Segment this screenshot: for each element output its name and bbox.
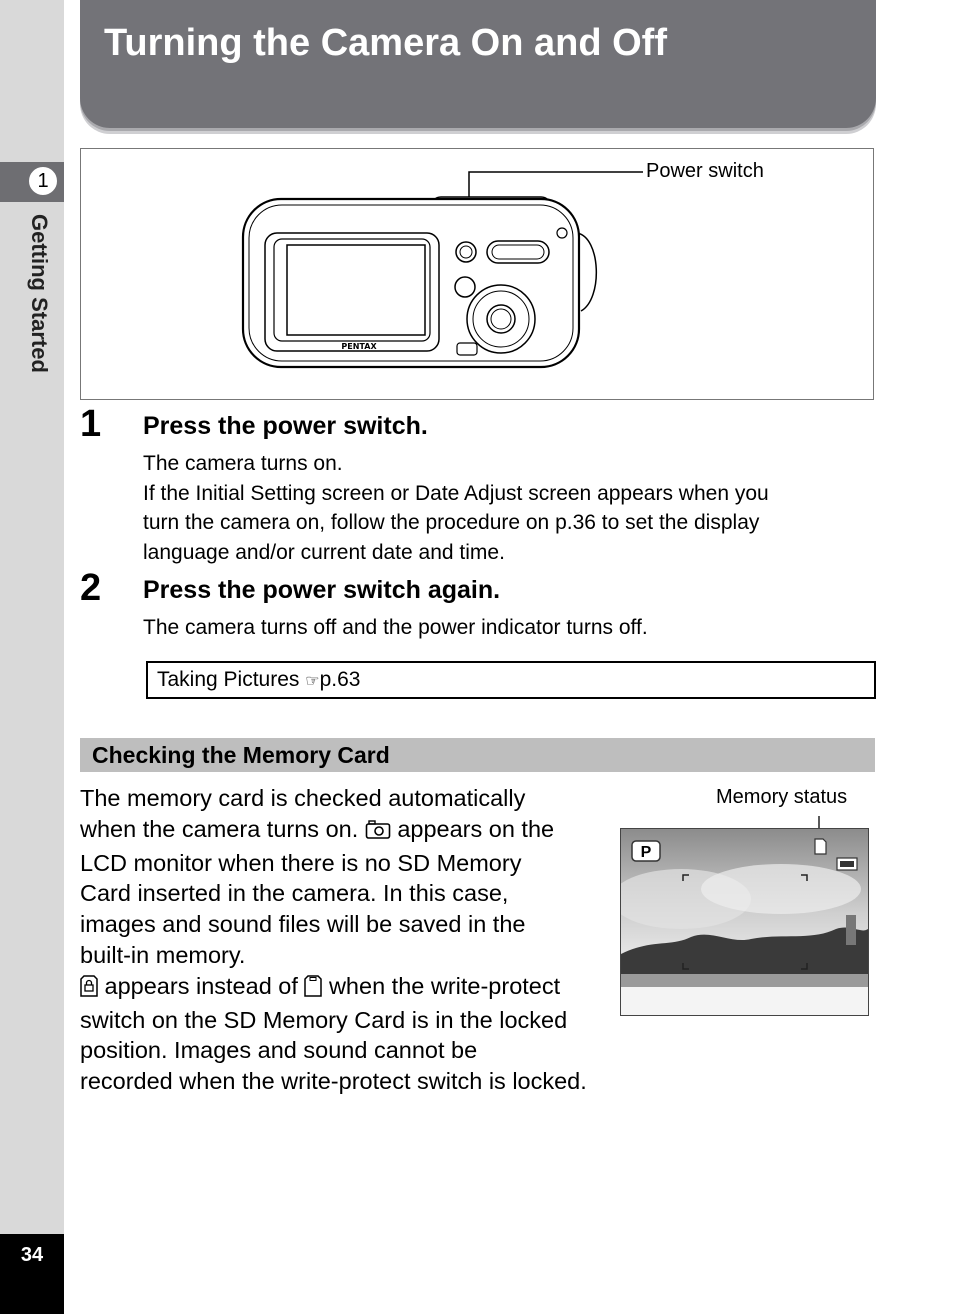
lcd-mode-label: P [640, 844, 652, 861]
para-line [80, 814, 640, 848]
sd-locked-icon [80, 974, 98, 1005]
lcd-monitor-image [620, 828, 869, 1016]
para-line [80, 971, 640, 1005]
memory-card-paragraph [80, 783, 640, 1097]
step-text: language and/or current date and time. [143, 541, 505, 564]
para-line: images and sound files will be saved in the [80, 911, 526, 938]
reference-label: Taking Pictures [157, 668, 300, 691]
reference-page[interactable]: p.63 [319, 668, 361, 691]
para-line-end: when the write-protect [328, 972, 561, 999]
chapter-number: 1 [27, 165, 59, 197]
step-heading: Press the power switch. [143, 412, 428, 440]
camera-figure [80, 148, 874, 400]
step-text: The camera turns off and the power indicator turns off. [143, 616, 648, 639]
step-text: The camera turns on. [143, 452, 343, 475]
power-switch-callout: Power switch [646, 160, 764, 182]
built-in-memory-icon [365, 817, 391, 848]
memory-status-icon [815, 839, 826, 854]
page-number: 34 [20, 1244, 44, 1266]
para-line-mid: appears instead of [104, 972, 298, 999]
step-text: turn the camera on, follow the procedure on p.36 to set the display [143, 511, 760, 534]
pointer-icon: ☞ [305, 673, 320, 690]
para-line: recorded when the write-protect switch is locked. [80, 1068, 587, 1095]
step-number: 1 [80, 403, 102, 445]
para-line-end: appears on the [397, 815, 555, 842]
step-heading: Press the power switch again. [143, 576, 501, 604]
para-line: The memory card is checked automatically [80, 785, 526, 811]
para-line-start: when the camera turns on. [80, 815, 359, 842]
chapter-title: Getting Started [27, 214, 52, 373]
para-line: Card inserted in the camera. In this case, [80, 880, 509, 907]
camera-brand: PENTAX [341, 342, 377, 351]
reference-box [146, 661, 876, 699]
step-number: 2 [80, 567, 102, 609]
step-text: If the Initial Setting screen or Date Adjust screen appears when you [143, 482, 769, 505]
para-line: built-in memory. [80, 941, 246, 968]
beach-photo [621, 829, 868, 1015]
para-line: LCD monitor when there is no SD Memory [80, 849, 522, 876]
page-title: Turning the Camera On and Off [104, 22, 667, 64]
section-title: Checking the Memory Card [92, 742, 390, 768]
sd-card-icon [304, 974, 322, 1005]
battery-icon [837, 858, 857, 870]
para-line: position. Images and sound cannot be [80, 1037, 478, 1064]
memory-status-callout: Memory status [716, 786, 848, 808]
para-line: switch on the SD Memory Card is in the locked [80, 1006, 568, 1033]
camera-illustration [81, 149, 873, 399]
